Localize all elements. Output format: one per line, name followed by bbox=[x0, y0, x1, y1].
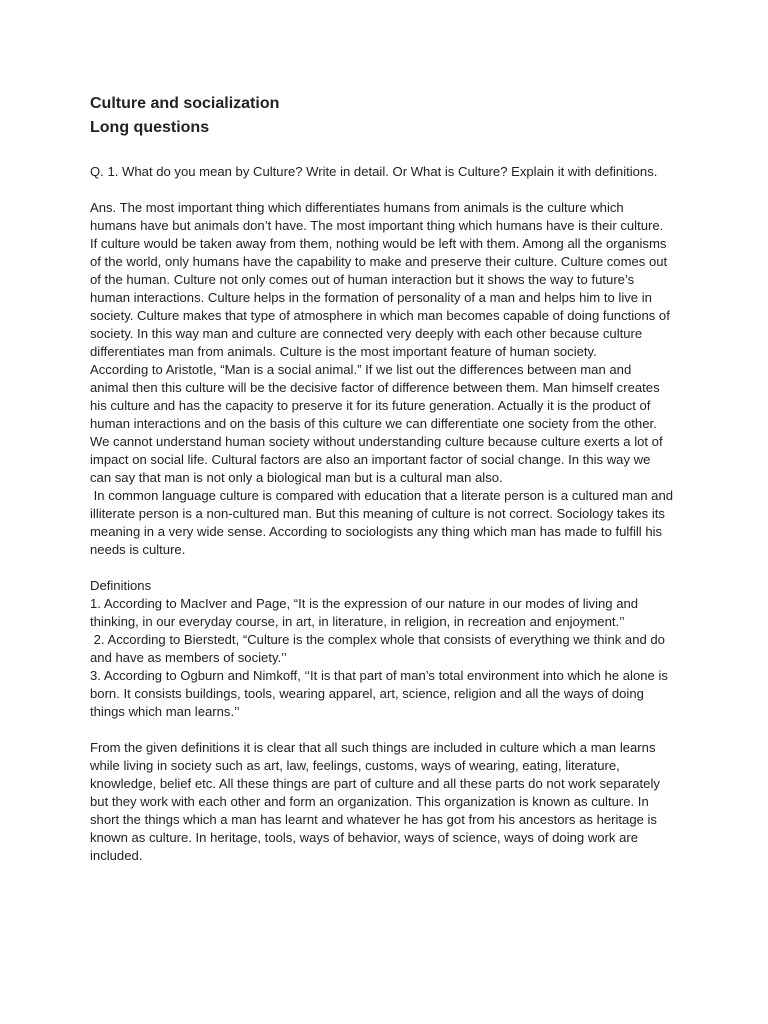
definition-line: thinking, in our everyday course, in art, in literature, in religion, in recreation and enjoyment.’’ bbox=[90, 614, 625, 629]
definitions-section bbox=[90, 577, 690, 721]
answer-line: his culture and has the capacity to preserve it for its future generation. Actually it is the product of bbox=[90, 398, 651, 413]
answer-line: meaning in a very wide sense. According to sociologists any thing which man has made to fulfill his bbox=[90, 524, 663, 539]
definition-line: 2. According to Bierstedt, “Culture is the complex whole that consists of everything we think and do bbox=[90, 632, 665, 647]
answer-line: of the world, only humans have the capability to make and preserve their culture. Culture comes out bbox=[90, 254, 668, 269]
answer-line: illiterate person is a non-cultured man. But this meaning of culture is not correct. Sociology takes its bbox=[90, 506, 665, 521]
document-body bbox=[90, 92, 690, 865]
conclusion-line: knowledge, belief etc. All these things are part of culture and all these parts do not work separately bbox=[90, 776, 660, 791]
conclusion-line: included. bbox=[90, 848, 143, 863]
conclusion-line: From the given definitions it is clear that all such things are included in culture which a man learns bbox=[90, 740, 656, 755]
definition-line: and have as members of society.’’ bbox=[90, 650, 287, 665]
answer-line: can say that man is not only a biological man but is a cultural man also. bbox=[90, 470, 503, 485]
conclusion-line: short the things which a man has learnt and whatever he has got from his ancestors as heritage is bbox=[90, 812, 657, 827]
answer-line: impact on social life. Cultural factors are also an important factor of social change. In this way we bbox=[90, 452, 651, 467]
conclusion-line: while living in society such as art, law, feelings, customs, ways of wearing, eating, literature, bbox=[90, 758, 620, 773]
answer-line: needs is culture. bbox=[90, 542, 186, 557]
document-subtitle: Long questions bbox=[90, 119, 210, 136]
definitions-heading: Definitions bbox=[90, 578, 152, 593]
answer-line: human interactions. Culture helps in the formation of personality of a man and helps him to live in bbox=[90, 290, 652, 305]
conclusion-paragraph bbox=[90, 739, 690, 865]
definition-line: things which man learns.’’ bbox=[90, 704, 240, 719]
answer-line: In common language culture is compared with education that a literate person is a cultured man and bbox=[90, 488, 674, 503]
answer-line: society. Culture makes that type of atmosphere in which man becomes capable of doing functions of bbox=[90, 308, 670, 323]
answer-line: human interactions and on the basis of this culture we can differentiate one society from the other. bbox=[90, 416, 657, 431]
answer-line: animal then this culture will be the decisive factor of difference between them. Man himself creates bbox=[90, 380, 660, 395]
definition-line: 3. According to Ogburn and Nimkoff, ‘‘It is that part of man’s total environment into which he alone is bbox=[90, 668, 668, 683]
answer-line: society. In this way man and culture are connected very deeply with each other because culture bbox=[90, 326, 643, 341]
answer-paragraph bbox=[90, 199, 690, 559]
question-text: Q. 1. What do you mean by Culture? Write in detail. Or What is Culture? Explain it with definitions. bbox=[90, 164, 658, 179]
answer-line: According to Aristotle, “Man is a social animal.” If we list out the differences between man and bbox=[90, 362, 632, 377]
document-title: Culture and socialization bbox=[90, 95, 280, 112]
answer-line: If culture would be taken away from them, nothing would be left with them. Among all the organisms bbox=[90, 236, 667, 251]
definition-line: born. It consists buildings, tools, wearing apparel, art, science, religion and all the ways of doing bbox=[90, 686, 644, 701]
answer-line: humans have but animals don’t have. The most important thing which humans have is their culture. bbox=[90, 218, 664, 233]
conclusion-line: but they work with each other and form an organization. This organization is known as culture. In bbox=[90, 794, 649, 809]
answer-line: Ans. The most important thing which differentiates humans from animals is the culture which bbox=[90, 200, 624, 215]
answer-line: differentiates man from animals. Culture is the most important feature of human society. bbox=[90, 344, 597, 359]
conclusion-line: known as culture. In heritage, tools, ways of behavior, ways of science, ways of doing work are bbox=[90, 830, 639, 845]
answer-line: We cannot understand human society without understanding culture because culture exerts a lot of bbox=[90, 434, 663, 449]
definition-line: 1. According to MacIver and Page, “It is the expression of our nature in our modes of living and bbox=[90, 596, 639, 611]
answer-line: of the human. Culture not only comes out of human interaction but it shows the way to future’s bbox=[90, 272, 635, 287]
